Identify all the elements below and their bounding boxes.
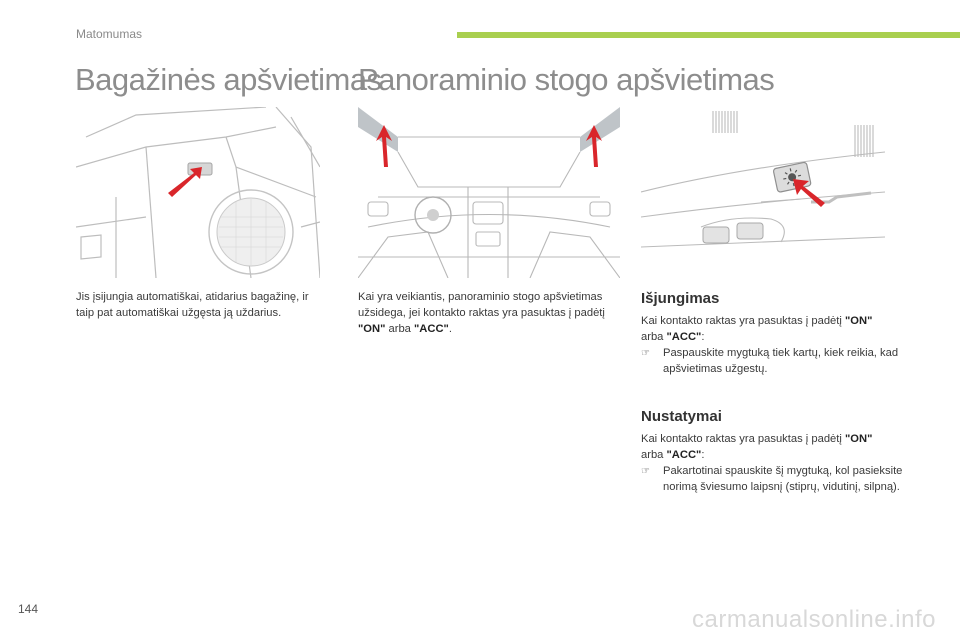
section-accent-bar bbox=[457, 32, 960, 38]
off-bullet-text: Paspauskite mygtuką tiek kartų, kiek reikia, kad apšvietimas užgestų. bbox=[663, 347, 899, 375]
page-number: 144 bbox=[18, 602, 39, 616]
watermark: carmanualsonline.info bbox=[692, 606, 936, 633]
roof-light-title: Panoraminio stogo apšvietimas bbox=[358, 62, 775, 97]
console-illustration bbox=[641, 107, 885, 278]
settings-heading: Nustatymai bbox=[641, 408, 722, 425]
trunk-illustration bbox=[76, 107, 320, 278]
pointing-hand-icon: ☞ bbox=[641, 348, 650, 359]
trunk-light-title: Bagažinės apšvietimas bbox=[75, 62, 382, 97]
settings-instructions: Kai kontakto raktas yra pasuktas į padėtį "ON" arba "ACC": ☞ Pakartotinai spauskite šį mygtuką, kol pasieksite norimą šviesumo laipsnį (stiprų, vidutinį, silpną). bbox=[641, 431, 911, 495]
roof-light-description: Kai yra veikiantis, panoraminio stogo apšvietimas užsidega, jei kontakto raktas yra pasuktas į padėtį "ON" arba "ACC". bbox=[358, 291, 605, 335]
trunk-light-description: Jis įsijungia automatiškai, atidarius bagažinę, ir taip pat automatiškai užgęsta ją uždarius. bbox=[76, 291, 309, 319]
settings-bullet-text: Pakartotinai spauskite šį mygtuką, kol pasieksite norimą šviesumo laipsnį (stiprų, vidutinį, silpną). bbox=[663, 465, 903, 493]
off-heading: Išjungimas bbox=[641, 290, 720, 307]
pointing-hand-icon: ☞ bbox=[641, 466, 650, 477]
off-instructions: Kai kontakto raktas yra pasuktas į padėtį "ON" arba "ACC": ☞ Paspauskite mygtuką tiek kartų, kiek reikia, kad apšvietimas užgestų. bbox=[641, 313, 911, 377]
cabin-illustration bbox=[358, 107, 620, 278]
section-label: Matomumas bbox=[76, 27, 143, 41]
